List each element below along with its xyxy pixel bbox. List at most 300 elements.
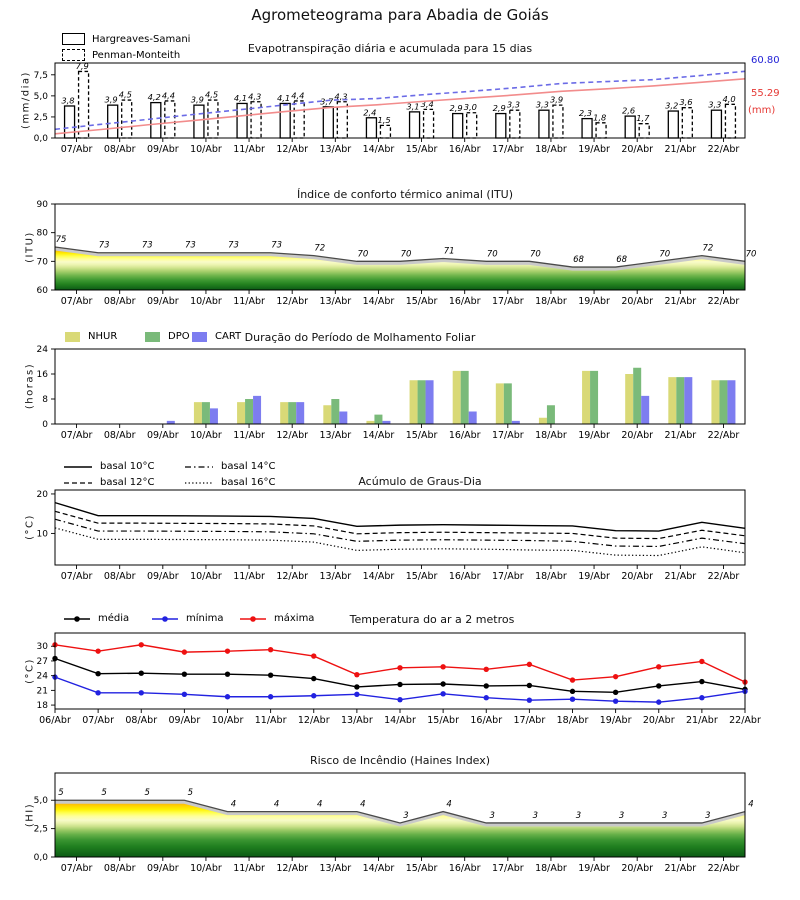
marker-máxima <box>570 677 575 682</box>
bar-Hargreaves-Samani <box>711 110 721 138</box>
bar-value-label: 2,9 <box>492 103 506 114</box>
evap-chart <box>34 61 745 155</box>
x-tick-label: 13/Abr <box>341 715 373 726</box>
y-tick-label: 2,5 <box>33 112 48 123</box>
x-tick-label: 20/Abr <box>621 296 654 307</box>
marker-média <box>311 676 316 681</box>
point-value-label: 5 <box>101 788 107 799</box>
x-tick-label: 07/Abr <box>60 571 93 582</box>
x-tick-label: 20/Abr <box>621 144 654 155</box>
marker-média <box>95 671 100 676</box>
basal10-line-icon <box>62 462 94 472</box>
bar-DPO <box>245 399 253 424</box>
legend-basal12-label: basal 12°C <box>100 477 155 488</box>
dpo-swatch-icon <box>145 332 160 342</box>
bar-NHUR <box>668 377 676 424</box>
bar-NHUR <box>582 371 590 424</box>
point-value-label: 4 <box>317 799 323 810</box>
legend-dpo <box>145 331 190 342</box>
bar-DPO <box>202 402 210 424</box>
bar-Penman-Monteith <box>725 104 735 138</box>
bar-Hargreaves-Samani <box>668 111 678 138</box>
legend-maxima-label: máxima <box>274 613 315 624</box>
bar-DPO <box>461 371 469 424</box>
legend-dpo-label: DPO <box>168 331 190 342</box>
y-tick-label: 7,5 <box>33 70 48 81</box>
page-title: Agrometeograma para Abadia de Goiás <box>251 6 549 24</box>
x-tick-label: 21/Abr <box>664 571 697 582</box>
x-tick-label: 14/Abr <box>362 863 395 874</box>
marker-máxima <box>354 672 359 677</box>
marker-máxima <box>311 653 316 658</box>
x-tick-label: 09/Abr <box>146 430 179 441</box>
accumulated-hargreaves-total: 55.29 <box>751 88 780 99</box>
x-tick-label: 16/Abr <box>470 715 503 726</box>
x-tick-label: 21/Abr <box>686 715 718 726</box>
temperatura-chart-title: Temperatura do ar a 2 metros <box>349 613 515 626</box>
x-tick-label: 09/Abr <box>146 571 179 582</box>
basal16-line-icon <box>183 478 215 488</box>
x-tick-label: 16/Abr <box>448 296 481 307</box>
penman-swatch-icon <box>62 49 85 61</box>
point-value-label: 3 <box>489 810 495 821</box>
x-tick-label: 14/Abr <box>362 296 395 307</box>
x-tick-label: 12/Abr <box>276 430 309 441</box>
bar-value-label: 4,4 <box>291 90 305 101</box>
x-tick-label: 11/Abr <box>233 296 265 307</box>
marker-mínima <box>182 692 187 697</box>
legend-basal16 <box>183 477 275 488</box>
bar-value-label: 4,4 <box>161 90 176 101</box>
point-value-label: 5 <box>144 788 150 799</box>
marker-média <box>440 681 445 686</box>
x-tick-label: 07/Abr <box>60 430 93 441</box>
y-tick-label: 24 <box>36 345 48 355</box>
x-tick-label: 10/Abr <box>190 144 222 155</box>
graus-dia-chart <box>37 490 745 582</box>
marker-máxima <box>440 664 445 669</box>
bar-NHUR <box>496 383 504 424</box>
x-tick-label: 13/Abr <box>319 863 352 874</box>
marker-média <box>699 679 704 684</box>
bar-Hargreaves-Samani <box>410 112 420 138</box>
x-tick-label: 13/Abr <box>319 144 352 155</box>
x-tick-label: 12/Abr <box>276 571 309 582</box>
bar-CART <box>339 412 347 425</box>
x-tick-label: 07/Abr <box>60 144 93 155</box>
marker-mínima <box>139 690 144 695</box>
x-tick-label: 15/Abr <box>405 571 438 582</box>
marker-máxima <box>527 662 532 667</box>
haines-chart-title: Risco de Incêndio (Haines Index) <box>309 754 491 767</box>
bar-value-label: 4,1 <box>276 92 291 103</box>
marker-média <box>656 683 661 688</box>
x-tick-label: 12/Abr <box>276 296 309 307</box>
point-value-label: 68 <box>616 255 628 266</box>
bar-NHUR <box>625 374 633 424</box>
legend-cart <box>192 331 241 342</box>
legend-basal14-label: basal 14°C <box>221 461 276 472</box>
bar-NHUR <box>410 380 418 424</box>
marker-mínima <box>311 693 316 698</box>
bar-value-label: 3,3 <box>535 99 549 110</box>
x-tick-label: 19/Abr <box>599 715 632 726</box>
bar-value-label: 4,1 <box>233 92 248 103</box>
x-tick-label: 14/Abr <box>362 144 395 155</box>
marker-mínima <box>484 695 489 700</box>
point-value-label: 75 <box>55 235 67 245</box>
x-tick-label: 22/Abr <box>707 571 740 582</box>
marker-média <box>527 683 532 688</box>
bar-Hargreaves-Samani <box>496 114 506 138</box>
bar-value-label: 3,1 <box>406 101 420 112</box>
point-value-label: 73 <box>184 240 196 251</box>
x-tick-label: 21/Abr <box>664 144 697 155</box>
marker-mínima <box>613 698 618 703</box>
legend-minima-label: mínima <box>186 613 224 624</box>
x-tick-label: 19/Abr <box>578 863 610 874</box>
bar-Penman-Monteith <box>380 125 390 138</box>
x-tick-label: 10/Abr <box>190 571 222 582</box>
bar-Hargreaves-Samani <box>539 110 549 138</box>
bar-Hargreaves-Samani <box>625 116 635 138</box>
marker-mínima <box>397 697 402 702</box>
itu-y-axis-label: (ITU) <box>24 231 36 263</box>
legend-cart-label: CART <box>215 331 242 342</box>
point-value-label: 70 <box>357 249 369 260</box>
y-tick-label: 5,0 <box>33 91 48 102</box>
bar-CART <box>684 377 692 424</box>
x-tick-label: 18/Abr <box>535 430 567 441</box>
x-tick-label: 18/Abr <box>535 144 567 155</box>
bar-value-label: 2,6 <box>621 105 636 116</box>
x-tick-label: 10/Abr <box>190 296 222 307</box>
nhur-swatch-icon <box>65 332 80 342</box>
bar-value-label: 2,9 <box>449 103 463 114</box>
bar-value-label: 3,9 <box>104 94 118 105</box>
point-value-label: 3 <box>662 810 668 821</box>
x-tick-label: 11/Abr <box>233 863 265 874</box>
maxima-line-icon <box>238 614 268 624</box>
bar-DPO <box>547 405 555 424</box>
x-tick-label: 17/Abr <box>491 296 524 307</box>
x-tick-label: 10/Abr <box>190 430 222 441</box>
point-value-label: 72 <box>314 243 326 254</box>
x-tick-label: 07/Abr <box>60 863 93 874</box>
x-tick-label: 08/Abr <box>103 863 136 874</box>
bar-NHUR <box>237 402 245 424</box>
bar-Hargreaves-Samani <box>108 105 118 138</box>
marker-mínima <box>570 696 575 701</box>
bar-value-label: 4,2 <box>147 92 161 103</box>
y-tick-label: 21 <box>36 686 48 697</box>
x-tick-label: 22/Abr <box>729 715 761 726</box>
x-tick-label: 11/Abr <box>233 430 265 441</box>
marker-média <box>484 683 489 688</box>
itu-chart <box>37 200 757 307</box>
marker-média <box>182 671 187 676</box>
legend-basal16-label: basal 16°C <box>221 477 276 488</box>
line-basal 10°C <box>55 503 745 531</box>
point-value-label: 70 <box>529 249 541 260</box>
legend-hargreaves-label: Hargreaves-Samani <box>92 33 191 45</box>
x-tick-label: 22/Abr <box>707 296 740 307</box>
bar-value-label: 3,2 <box>665 100 679 111</box>
x-tick-label: 20/Abr <box>621 571 654 582</box>
x-tick-label: 19/Abr <box>578 296 610 307</box>
point-value-label: 3 <box>705 810 711 821</box>
x-tick-label: 21/Abr <box>664 296 697 307</box>
x-tick-label: 06/Abr <box>39 715 71 726</box>
marker-mínima <box>354 692 359 697</box>
bar-value-label: 3,7 <box>320 96 334 107</box>
bar-NHUR <box>280 402 288 424</box>
bar-value-label: 1,5 <box>377 114 391 125</box>
bar-value-label: 2,3 <box>578 108 593 119</box>
legend-maxima <box>238 613 314 624</box>
point-value-label: 71 <box>443 246 455 257</box>
point-value-label: 3 <box>403 810 409 821</box>
bar-DPO <box>504 383 512 424</box>
x-tick-label: 19/Abr <box>578 571 610 582</box>
evap-chart-title: Evapotranspiração diária e acumulada para 15 dias <box>247 42 533 55</box>
x-tick-label: 09/Abr <box>168 715 201 726</box>
point-value-label: 73 <box>271 240 283 251</box>
bar-NHUR <box>711 380 719 424</box>
x-tick-label: 08/Abr <box>103 571 136 582</box>
marker-mínima <box>225 694 230 699</box>
point-value-label: 4 <box>446 799 452 810</box>
bar-DPO <box>590 371 598 424</box>
legend-media-label: média <box>98 613 130 624</box>
x-tick-label: 18/Abr <box>556 715 589 726</box>
evap-y-axis-label: (mm/dia) <box>20 71 32 129</box>
bar-value-label: 3,3 <box>708 99 722 110</box>
x-tick-label: 20/Abr <box>642 715 675 726</box>
y-tick-label: 90 <box>36 200 48 210</box>
x-tick-label: 11/Abr <box>233 571 265 582</box>
y-tick-label: 16 <box>36 370 48 380</box>
y-tick-label: 8 <box>42 395 48 405</box>
bar-Penman-Monteith <box>424 109 434 138</box>
bar-value-label: 4,0 <box>722 93 736 104</box>
cart-swatch-icon <box>192 332 207 342</box>
legend-basal10 <box>62 461 154 472</box>
bar-NHUR <box>453 371 461 424</box>
bar-value-label: 4,3 <box>248 91 262 102</box>
bar-value-label: 3,8 <box>61 95 75 106</box>
marker-mínima <box>699 695 704 700</box>
bar-Penman-Monteith <box>294 101 304 138</box>
x-tick-label: 09/Abr <box>146 296 179 307</box>
bar-Penman-Monteith <box>639 124 649 138</box>
marker-máxima <box>699 659 704 664</box>
y-tick-label: 0,0 <box>33 134 48 144</box>
bar-value-label: 4,3 <box>334 91 348 102</box>
legend-media <box>62 613 129 624</box>
marker-média <box>613 690 618 695</box>
bar-value-label: 1,8 <box>593 112 607 123</box>
x-tick-label: 07/Abr <box>82 715 114 726</box>
bar-value-label: 2,4 <box>363 107 377 118</box>
x-tick-label: 12/Abr <box>297 715 330 726</box>
point-value-label: 73 <box>228 240 239 251</box>
x-tick-label: 16/Abr <box>448 430 481 441</box>
bar-DPO <box>374 415 382 424</box>
bar-CART <box>469 412 477 425</box>
x-tick-label: 21/Abr <box>664 863 697 874</box>
y-tick-label: 80 <box>36 228 48 239</box>
legend-nhur-label: NHUR <box>88 331 118 342</box>
bar-value-label: 3,6 <box>679 97 693 108</box>
bar-Hargreaves-Samani <box>151 103 161 138</box>
y-tick-label: 70 <box>36 257 48 268</box>
minima-line-icon <box>150 614 180 624</box>
marker-máxima <box>484 667 489 672</box>
x-tick-label: 16/Abr <box>448 863 481 874</box>
bar-Hargreaves-Samani <box>366 118 376 138</box>
bar-Penman-Monteith <box>79 71 89 138</box>
basal12-line-icon <box>62 478 94 488</box>
marker-máxima <box>182 649 187 654</box>
area-fill <box>55 800 745 857</box>
point-value-label: 68 <box>573 255 584 266</box>
y-tick-label: 5,0 <box>33 796 48 807</box>
x-tick-label: 13/Abr <box>319 430 352 441</box>
x-tick-label: 17/Abr <box>491 430 524 441</box>
y-tick-label: 30 <box>36 642 48 653</box>
x-tick-label: 14/Abr <box>362 571 395 582</box>
itu-chart-title: Índice de conforto térmico animal (ITU) <box>296 188 514 201</box>
marker-média <box>570 689 575 694</box>
hargreaves-swatch-icon <box>62 33 85 45</box>
marker-máxima <box>95 648 100 653</box>
y-tick-label: 18 <box>36 701 48 712</box>
x-tick-label: 12/Abr <box>276 863 309 874</box>
bar-value-label: 4,5 <box>118 89 132 100</box>
x-tick-label: 08/Abr <box>125 715 158 726</box>
marker-máxima <box>656 664 661 669</box>
x-tick-label: 08/Abr <box>103 296 136 307</box>
bar-Penman-Monteith <box>122 100 132 138</box>
marker-máxima <box>397 665 402 670</box>
x-tick-label: 07/Abr <box>60 296 93 307</box>
bar-value-label: 3,4 <box>420 98 434 109</box>
bar-Hargreaves-Samani <box>323 107 333 138</box>
point-value-label: 70 <box>745 249 757 260</box>
bar-CART <box>641 396 649 424</box>
bar-value-label: 3,9 <box>549 94 564 105</box>
x-tick-label: 19/Abr <box>578 430 610 441</box>
x-tick-label: 20/Abr <box>621 430 654 441</box>
legend-basal10-label: basal 10°C <box>100 461 155 472</box>
point-value-label: 4 <box>230 799 237 810</box>
x-tick-label: 17/Abr <box>491 144 524 155</box>
bar-NHUR <box>539 418 547 424</box>
x-tick-label: 14/Abr <box>384 715 416 726</box>
x-tick-label: 10/Abr <box>211 715 244 726</box>
marker-média <box>268 672 273 677</box>
bar-value-label: 4,5 <box>204 89 219 100</box>
marker-mínima <box>440 691 445 696</box>
x-tick-label: 20/Abr <box>621 863 654 874</box>
x-tick-label: 17/Abr <box>513 715 546 726</box>
y-tick-label: 2,5 <box>33 824 48 835</box>
x-tick-label: 11/Abr <box>233 144 265 155</box>
bar-NHUR <box>323 405 331 424</box>
bar-CART <box>210 408 218 424</box>
marker-máxima <box>225 648 230 653</box>
x-tick-label: 13/Abr <box>319 296 352 307</box>
point-value-label: 3 <box>575 810 582 821</box>
point-value-label: 72 <box>702 243 714 254</box>
point-value-label: 4 <box>273 799 280 810</box>
x-tick-label: 17/Abr <box>491 571 524 582</box>
x-tick-label: 19/Abr <box>578 144 610 155</box>
y-tick-label: 0,0 <box>33 853 48 863</box>
marker-máxima <box>268 647 273 652</box>
bar-Penman-Monteith <box>553 105 563 138</box>
basal14-line-icon <box>183 462 215 472</box>
bar-value-label: 3,0 <box>463 102 477 113</box>
legend-minima <box>150 613 224 624</box>
y-tick-label: 60 <box>36 286 48 296</box>
point-value-label: 70 <box>486 249 498 260</box>
x-tick-label: 14/Abr <box>362 430 395 441</box>
bar-DPO <box>719 380 727 424</box>
bar-Hargreaves-Samani <box>453 114 463 138</box>
y-tick-label: 24 <box>36 671 48 682</box>
bar-value-label: 3,9 <box>190 94 204 105</box>
molhamento-chart <box>37 345 745 441</box>
marker-mínima <box>527 697 532 702</box>
marker-média <box>225 671 230 676</box>
legend-penman-label: Penman-Monteith <box>92 49 181 61</box>
x-tick-label: 08/Abr <box>103 430 136 441</box>
x-tick-label: 09/Abr <box>146 863 179 874</box>
legend-basal14 <box>183 461 275 472</box>
x-tick-label: 16/Abr <box>448 571 481 582</box>
x-tick-label: 22/Abr <box>707 144 740 155</box>
bar-CART <box>296 402 304 424</box>
marker-média <box>139 671 144 676</box>
haines-y-axis-label: (HI) <box>24 802 36 828</box>
bar-CART <box>727 380 735 424</box>
x-tick-label: 15/Abr <box>427 715 459 726</box>
point-value-label: 5 <box>187 788 194 799</box>
right-axis-unit: (mm) <box>748 105 776 116</box>
accumulated-penman-total: 60.80 <box>751 55 780 66</box>
bar-DPO <box>288 402 296 424</box>
marker-mínima <box>95 690 100 695</box>
bar-Penman-Monteith <box>467 113 477 138</box>
x-tick-label: 11/Abr <box>254 715 287 726</box>
line-máxima <box>55 645 745 682</box>
media-line-icon <box>62 614 92 624</box>
x-tick-label: 21/Abr <box>664 430 697 441</box>
point-value-label: 5 <box>58 788 64 799</box>
bar-Penman-Monteith <box>682 108 692 138</box>
marker-máxima <box>139 642 144 647</box>
bar-Penman-Monteith <box>165 101 175 138</box>
molhamento-chart-title: Duração do Período de Molhamento Foliar <box>244 331 476 344</box>
x-tick-label: 08/Abr <box>103 144 136 155</box>
x-tick-label: 16/Abr <box>448 144 481 155</box>
x-tick-label: 22/Abr <box>707 430 740 441</box>
point-value-label: 3 <box>532 810 539 821</box>
marker-média <box>354 684 359 689</box>
x-tick-label: 15/Abr <box>405 144 438 155</box>
